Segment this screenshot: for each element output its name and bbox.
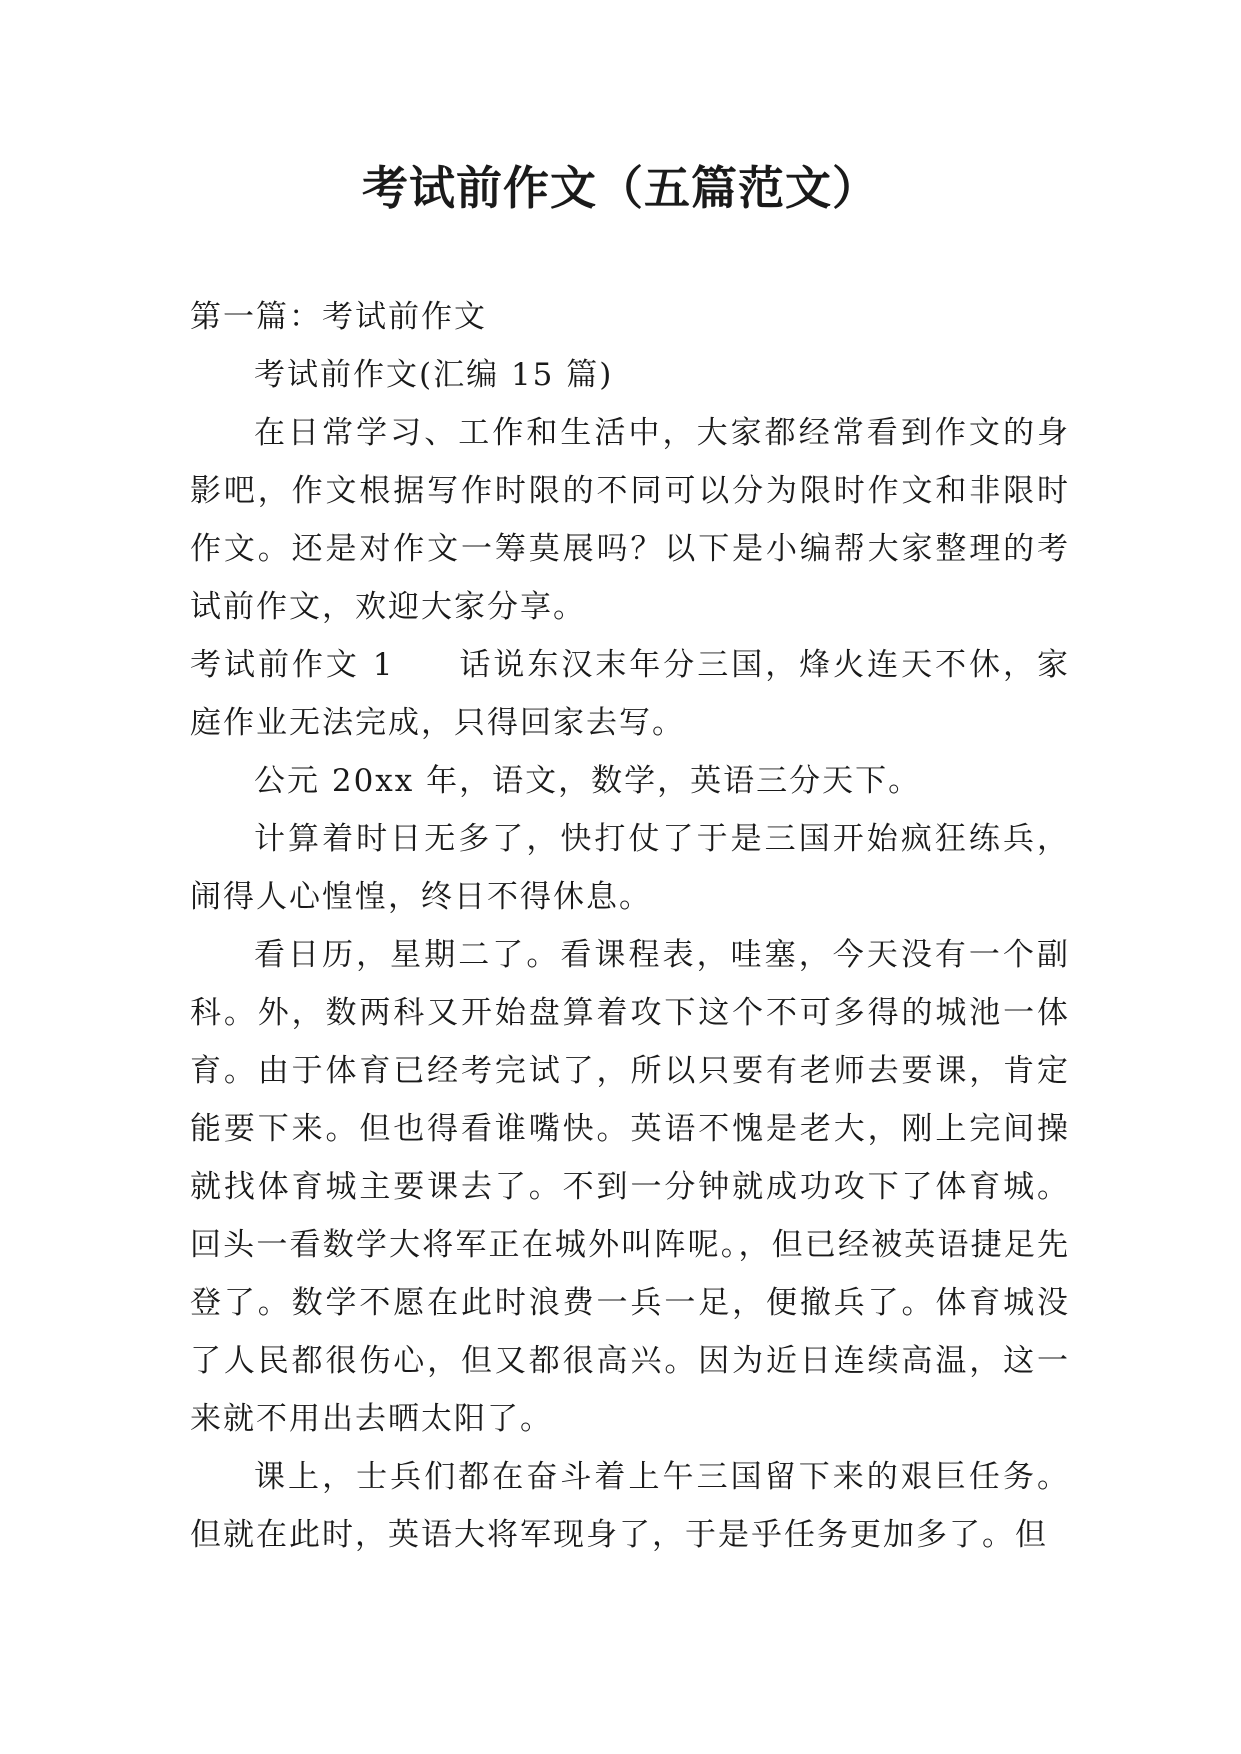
intro-paragraph: 在日常学习、工作和生活中，大家都经常看到作文的身影吧，作文根据写作时限的不同可以分为限时作文和非限时作文。还是对作文一筹莫展吗？以下是小编帮大家整理的考试前作文，欢迎大家分享。 bbox=[190, 415, 1070, 625]
essay-paragraph: 计算着时日无多了，快打仗了于是三国开始疯狂练兵，闹得人心惶惶，终日不得休息。 bbox=[190, 821, 1070, 915]
document-title: 考试前作文（五篇范文） bbox=[362, 161, 879, 215]
essay-heading: 考试前作文 1 bbox=[190, 647, 395, 683]
essay-paragraph: 课上，士兵们都在奋斗着上午三国留下来的艰巨任务。但就在此时，英语大将军现身了，于是乎任务更加多了。但 bbox=[190, 1459, 1070, 1553]
subtitle-paragraph: 考试前作文(汇编 15 篇) bbox=[254, 357, 614, 393]
essay-paragraph: 看日历，星期二了。看课程表，哇塞，今天没有一个副科。外，数两科又开始盘算着攻下这个不可多得的城池一体育。由于体育已经考完试了，所以只要有老师去要课，肯定能要下来。但也得看谁嘴快。英语不愧是老大，刚上完间操就找体育城主要课去了。不到一分钟就成功攻下了体育城。回头一看数学大将军正在城外叫阵呢。，但已经被英语捷足先登了。数学不愿在此时浪费一兵一足，便撤兵了。体育城没了人民都很伤心，但又都很高兴。因为近日连续高温，这一来就不用出去晒太阳了。 bbox=[190, 937, 1070, 1437]
essay-paragraph bbox=[190, 636, 1070, 752]
section-heading: 第一篇：考试前作文 bbox=[190, 299, 487, 335]
essay-paragraph: 公元 20xx 年，语文，数学，英语三分天下。 bbox=[254, 763, 922, 799]
essay-paragraph-text: 话说东汉末年分三国，烽火连天不休，家庭作业无法完成，只得回家去写。 bbox=[190, 647, 1071, 741]
document-body bbox=[190, 288, 1070, 1564]
